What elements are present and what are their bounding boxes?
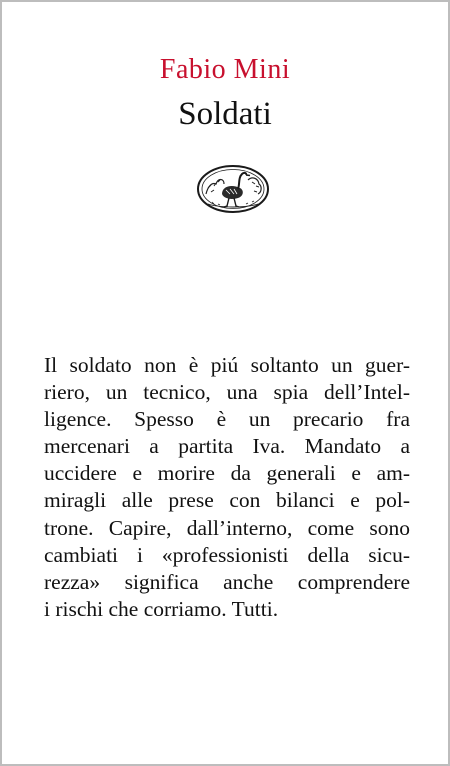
author-name: Fabio Mini xyxy=(159,54,291,85)
blurb-line: i rischi che corriamo. Tutti. xyxy=(44,596,279,621)
blurb-line: trone. Capire, dall’interno, come sono xyxy=(44,515,410,540)
blurb-line: rezza» significa anche comprendere xyxy=(44,569,410,594)
book-title: Soldati xyxy=(178,96,272,132)
blurb-text xyxy=(44,352,410,623)
blurb-line: mercenari a partita Iva. Mandato a xyxy=(44,434,410,459)
blurb-line: cambiati i «professionisti della sicu- xyxy=(44,542,410,567)
blurb-line: Il soldato non è piú soltanto un guer- xyxy=(44,353,410,377)
ostrich-emblem-icon xyxy=(196,164,270,214)
blurb-line: riero, un tecnico, una spia dell’Intel- xyxy=(44,380,410,405)
blurb-line: ligence. Spesso è un precario fra xyxy=(44,407,410,432)
blurb-line: uccidere e morire da generali e am- xyxy=(44,461,410,486)
blurb-line: miragli alle prese con bilanci e pol- xyxy=(44,488,410,513)
